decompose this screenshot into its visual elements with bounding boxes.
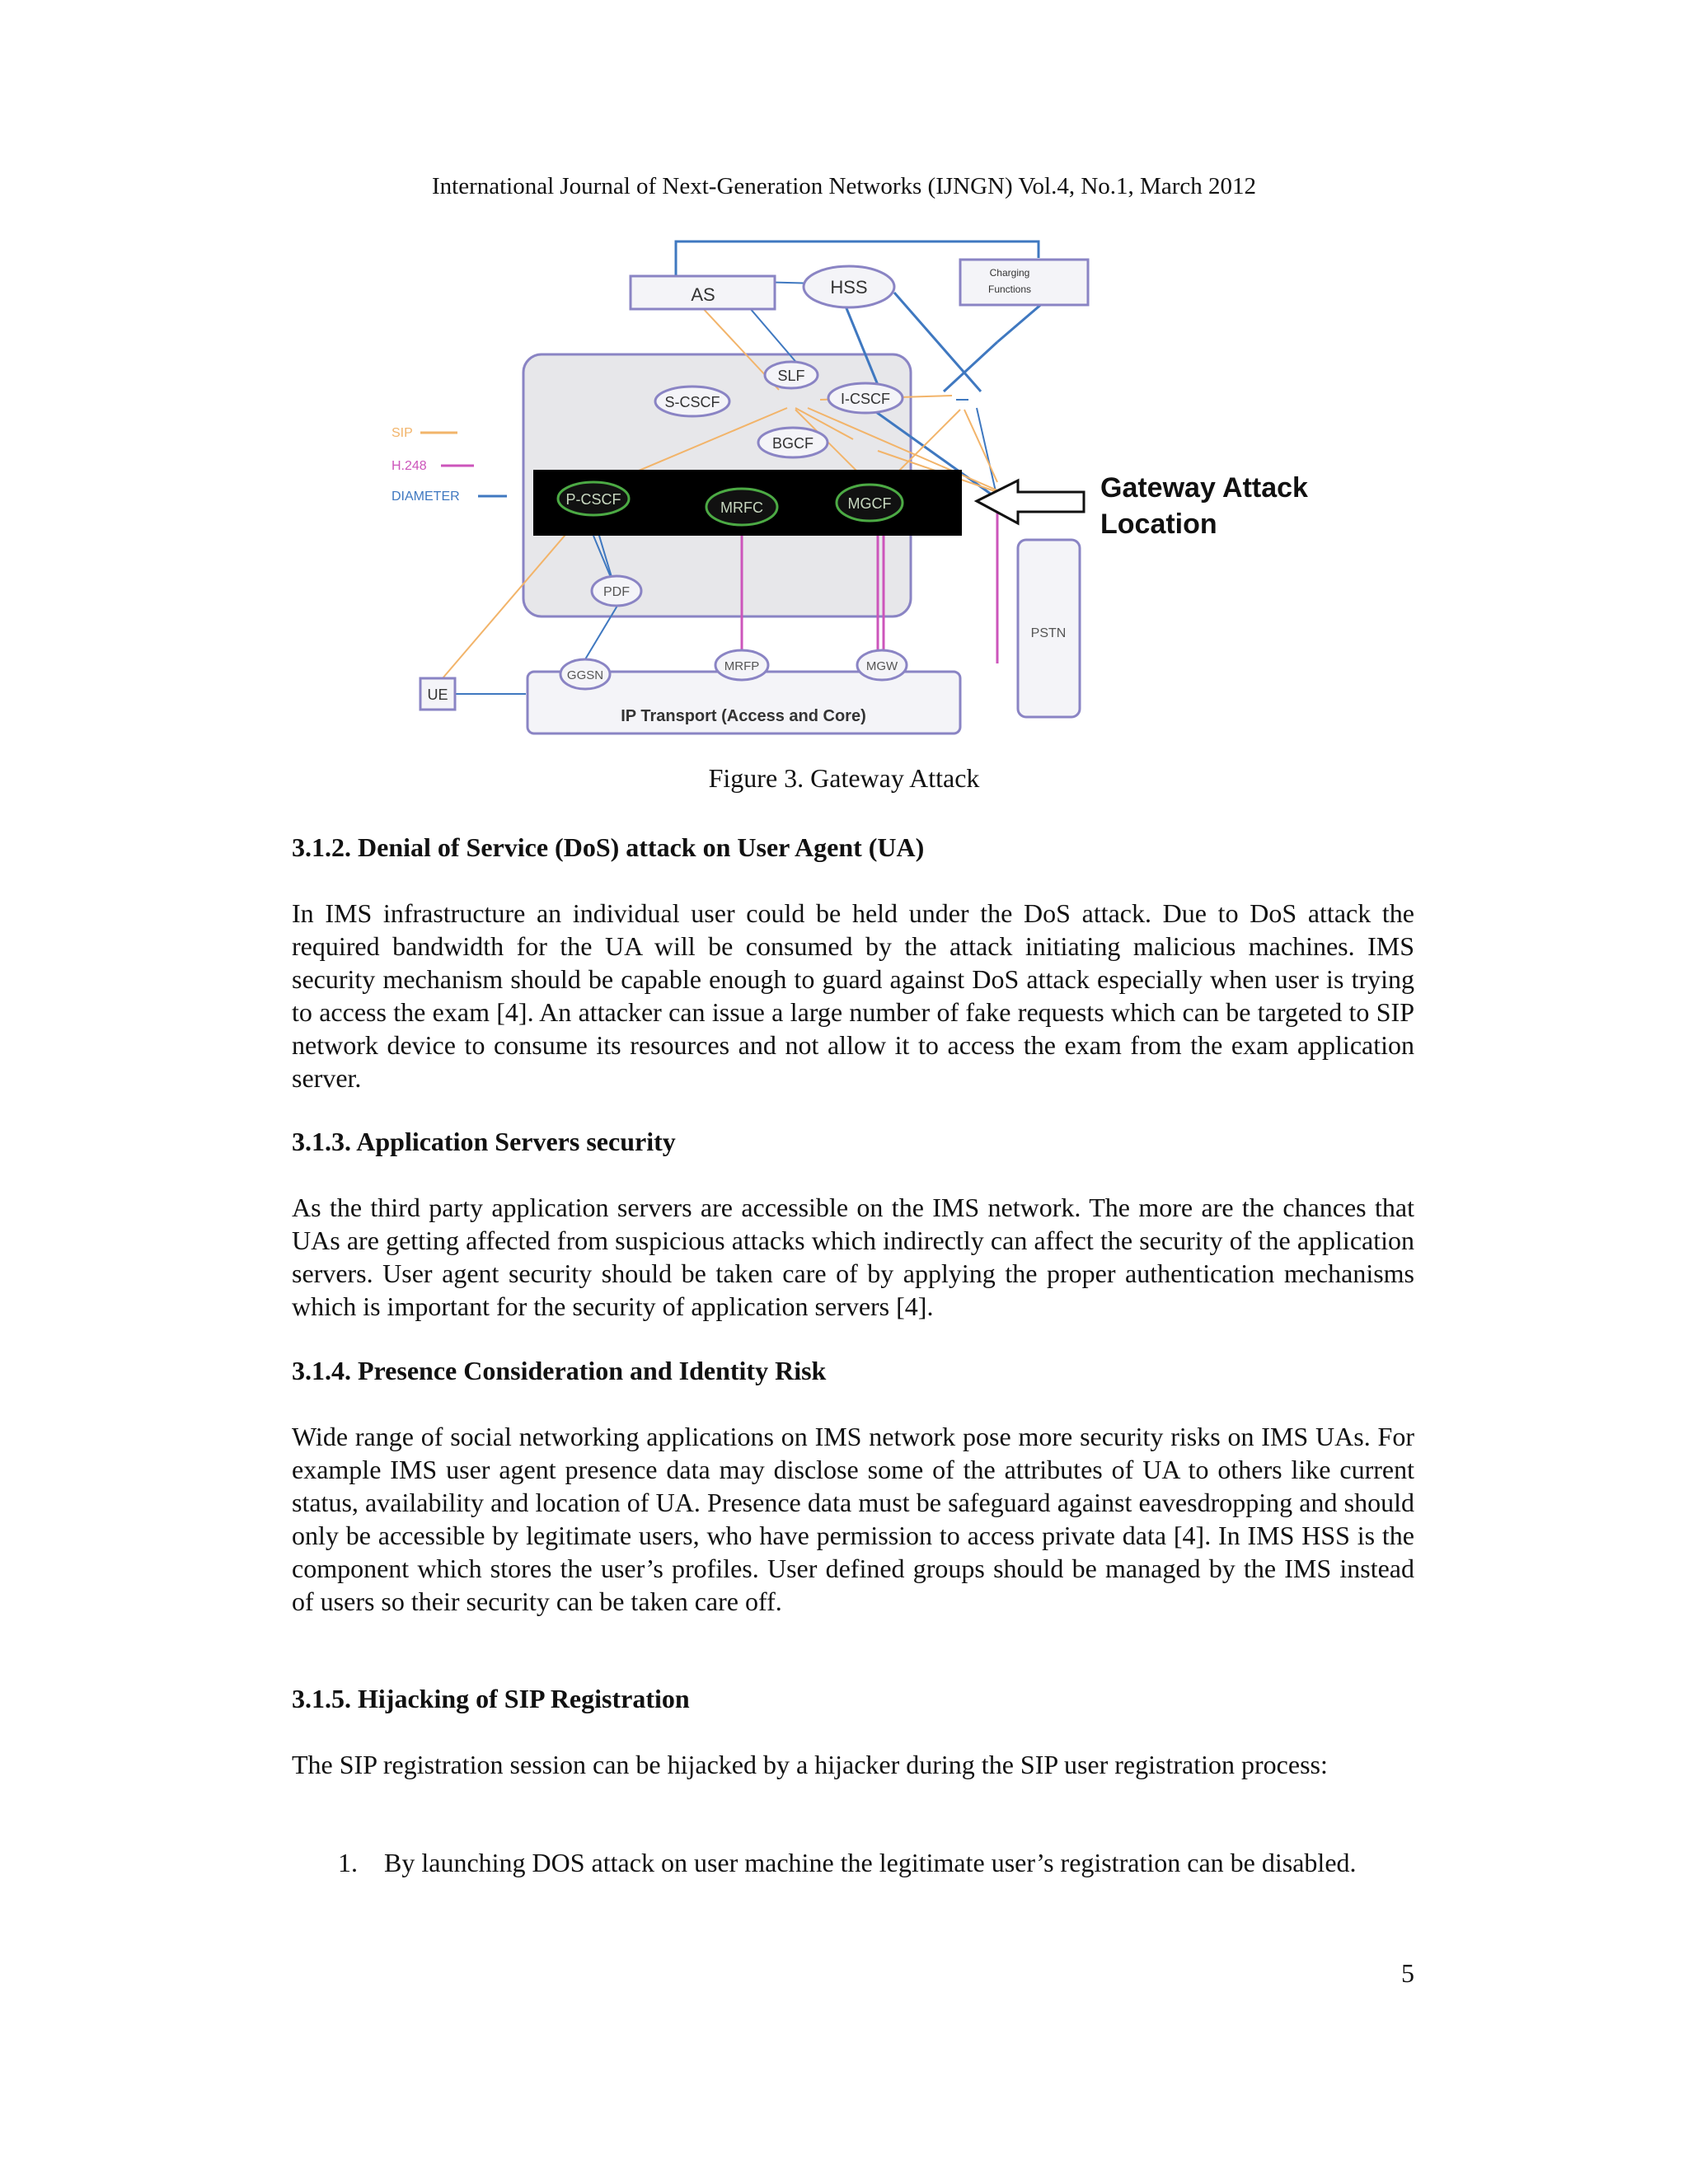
figure-caption: Figure 3. Gateway Attack bbox=[708, 763, 980, 793]
page-number: 5 bbox=[1401, 1958, 1414, 1988]
mrfc-label: MRFC bbox=[720, 499, 763, 516]
charging-label-2: Functions bbox=[987, 284, 1032, 295]
pdf-label: PDF bbox=[603, 585, 630, 599]
scscf-label: S-CSCF bbox=[664, 394, 720, 410]
list-item-text: By launching DOS attack on user machine the legitimate user’s registration can be disabled. bbox=[384, 1848, 1357, 1877]
ip-transport-label: IP Transport (Access and Core) bbox=[621, 707, 866, 725]
section-paragraph: In IMS infrastructure an individual user could be held under the DoS attack. Due to DoS attack the required bandwidth for the UA will be consumed by the attack initiating malicious machines. IMS security mechanism should be capable enough to guard against DoS attack especially when user is trying to access the exam [4]. An attacker can issue a large number of fake requests which can be targeted to SIP network device to consume its resources and not allow it to access the exam from the exam application server. bbox=[292, 898, 1414, 1093]
icscf-label: I-CSCF bbox=[841, 391, 890, 407]
legend-h248: H.248 bbox=[392, 459, 427, 473]
section-paragraph: The SIP registration session can be hijacked by a hijacker during the SIP user registration process: bbox=[292, 1750, 1328, 1779]
section-paragraph: As the third party application servers are accessible on the IMS network. The more are the chances that UAs are getting affected from suspicious attacks which indirectly can affect the security of the application servers. User agent security should be taken care of by applying the proper authentication mechanisms which is important for the security of application servers [4]. bbox=[292, 1193, 1414, 1321]
section-heading: 3.1.3. Application Servers security bbox=[292, 1127, 676, 1156]
pstn-label: PSTN bbox=[1030, 626, 1067, 640]
hss-label: HSS bbox=[830, 277, 868, 298]
as-label: AS bbox=[691, 284, 715, 305]
mrfp-label: MRFP bbox=[724, 659, 760, 673]
bgcf-label: BGCF bbox=[771, 435, 814, 452]
journal-header: International Journal of Next-Generation Networks (IJNGN) Vol.4, No.1, March 2012 bbox=[431, 173, 1256, 199]
ue-label: UE bbox=[427, 687, 448, 703]
callout-line-2: Location bbox=[1100, 509, 1217, 540]
list-item-number: 1. bbox=[338, 1848, 358, 1877]
section-heading: 3.1.5. Hijacking of SIP Registration bbox=[292, 1684, 690, 1713]
section-paragraph: Wide range of social networking applications on IMS network pose more security risks on IMS UAs. For example IMS user agent presence data may disclose some of the attributes of UA to others like current status, availability and location of UA. Presence data must be safeguard against eavesdropping and should only be accessible by legitimate users, who have permission to access private data [4]. In IMS HSS is the component which stores the user’s profiles. User defined groups should be managed by the IMS instead of users so their security can be taken care off. bbox=[292, 1422, 1414, 1616]
mgw-label: MGW bbox=[865, 659, 898, 673]
section-heading: 3.1.4. Presence Consideration and Identity Risk bbox=[292, 1356, 827, 1385]
charging-label-1: Charging bbox=[989, 267, 1030, 279]
legend-diameter: DIAMETER bbox=[392, 490, 460, 504]
slf-label: SLF bbox=[777, 368, 805, 384]
ggsn-label: GGSN bbox=[566, 668, 604, 682]
list-item bbox=[338, 1846, 1414, 1879]
legend-sip: SIP bbox=[392, 426, 413, 440]
section-heading: 3.1.2. Denial of Service (DoS) attack on User Agent (UA) bbox=[292, 832, 925, 862]
arrow-left-icon bbox=[977, 480, 1084, 523]
ims-architecture-figure bbox=[383, 235, 1331, 746]
pcscf-label: P-CSCF bbox=[565, 491, 621, 508]
mgcf-label: MGCF bbox=[847, 495, 892, 512]
callout-line-1: Gateway Attack bbox=[1100, 472, 1308, 504]
